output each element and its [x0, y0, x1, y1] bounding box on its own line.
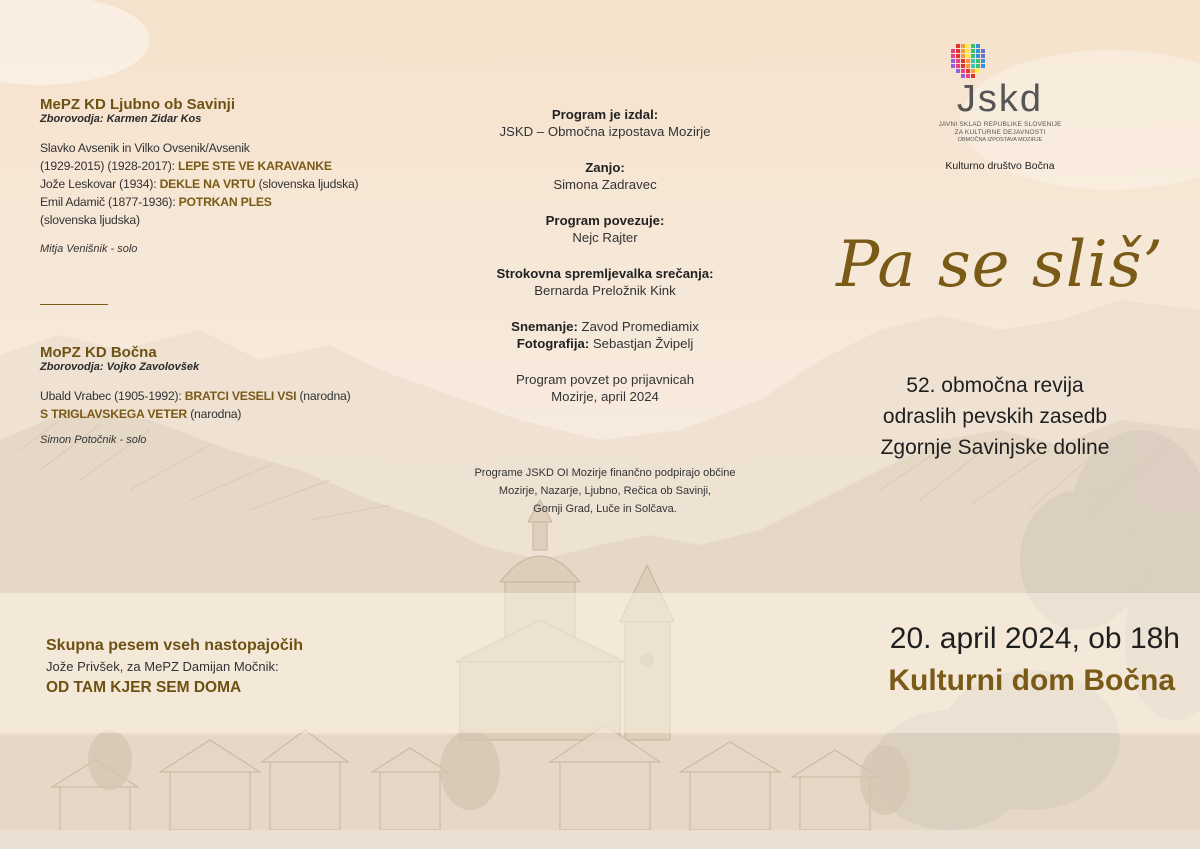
program-line: Slavko Avsenik in Vilko Ovsenik/Avsenik [40, 141, 250, 155]
credits-block [455, 106, 755, 405]
soloist: Mitja Venišnik - solo [40, 243, 138, 255]
credit-item: Zanjo: Simona Zadravec [553, 160, 657, 192]
choir-1-name: MePZ KD Ljubno ob Savinji [40, 96, 235, 113]
media-credits: Snemanje: Zavod Promediamix Fotografija: Sebastjan Žvipelj [511, 319, 699, 351]
program-line: (slovenska ljudska) [40, 213, 140, 227]
credit-item: Program je izdal: JSKD – Območna izpostava Mozirje [499, 107, 711, 139]
joint-song-composer: Jože Privšek, za MePZ Damijan Močnik: [46, 659, 279, 674]
funding-note: Programe JSKD OI Mozirje finančno podpirajo občine Mozirje, Nazarje, Ljubno, Rečica ob Savinji, Gornji Grad, Luče in Solčava. [474, 467, 736, 515]
summary-note: Program povzet po prijavnicah Mozirje, april 2024 [515, 372, 695, 404]
event-title: Pa se sliš’ [836, 228, 1164, 302]
logo-wordmark: Jskd [956, 78, 1044, 120]
program-line: Jože Leskovar (1934): DEKLE NA VRTU (slovenska ljudska) [40, 177, 359, 191]
song-title: POTRKAN PLES [178, 195, 272, 209]
program-line: S TRIGLAVSKEGA VETER (narodna) [40, 407, 242, 421]
event-date: 20. april 2024, ob 18h [889, 622, 1180, 655]
event-subtitle: 52. območna revija odraslih pevskih zasedb Zgornje Savinjske doline [880, 374, 1110, 459]
choir-1-block [40, 96, 400, 255]
joint-song-heading: Skupna pesem vseh nastopajočih [46, 637, 303, 654]
song-title: DEKLE NA VRTU [159, 177, 256, 191]
logo-caption: ZA KULTURNE DEJAVNOSTI [954, 129, 1046, 136]
jskd-logo [930, 44, 1070, 143]
song-title: LEPE STE VE KARAVANKE [177, 159, 332, 173]
program-line: (1929-2015) (1928-2017): LEPE STE VE KARAVANKE [40, 159, 332, 173]
choir-1-conductor: Zborovodja: Karmen Zidar Kos [40, 113, 202, 125]
section-divider [40, 304, 108, 305]
logo-caption: OBMOČNA IZPOSTAVA MOZIRJE [957, 137, 1043, 143]
choir-2-block [40, 344, 400, 446]
choir-2-conductor: Zborovodja: Vojko Zavolovšek [40, 361, 200, 373]
program-line: Emil Adamič (1877-1936): POTRKAN PLES [40, 195, 272, 209]
credit-item: Strokovna spremljevalka srečanja: Bernarda Preložnik Kink [496, 266, 714, 298]
song-title: S TRIGLAVSKEGA VETER [40, 407, 188, 421]
soloist: Simon Potočnik - solo [40, 434, 147, 446]
credit-item: Program povezuje: Nejc Rajter [545, 213, 665, 245]
logo-caption: JAVNI SKLAD REPUBLIKE SLOVENIJE [938, 121, 1062, 128]
song-title: BRATCI VESELI VSI [184, 389, 297, 403]
joint-song-title: OD TAM KJER SEM DOMA [46, 679, 242, 696]
jskd-logo-mark-icon [948, 44, 988, 80]
event-venue: Kulturni dom Bočna [888, 664, 1175, 697]
society-name: Kulturno društvo Bočna [945, 160, 1055, 172]
choir-2-name: MoPZ KD Bočna [40, 344, 157, 361]
program-line: Ubald Vrabec (1905-1992): BRATCI VESELI VSI (narodna) [40, 389, 351, 403]
